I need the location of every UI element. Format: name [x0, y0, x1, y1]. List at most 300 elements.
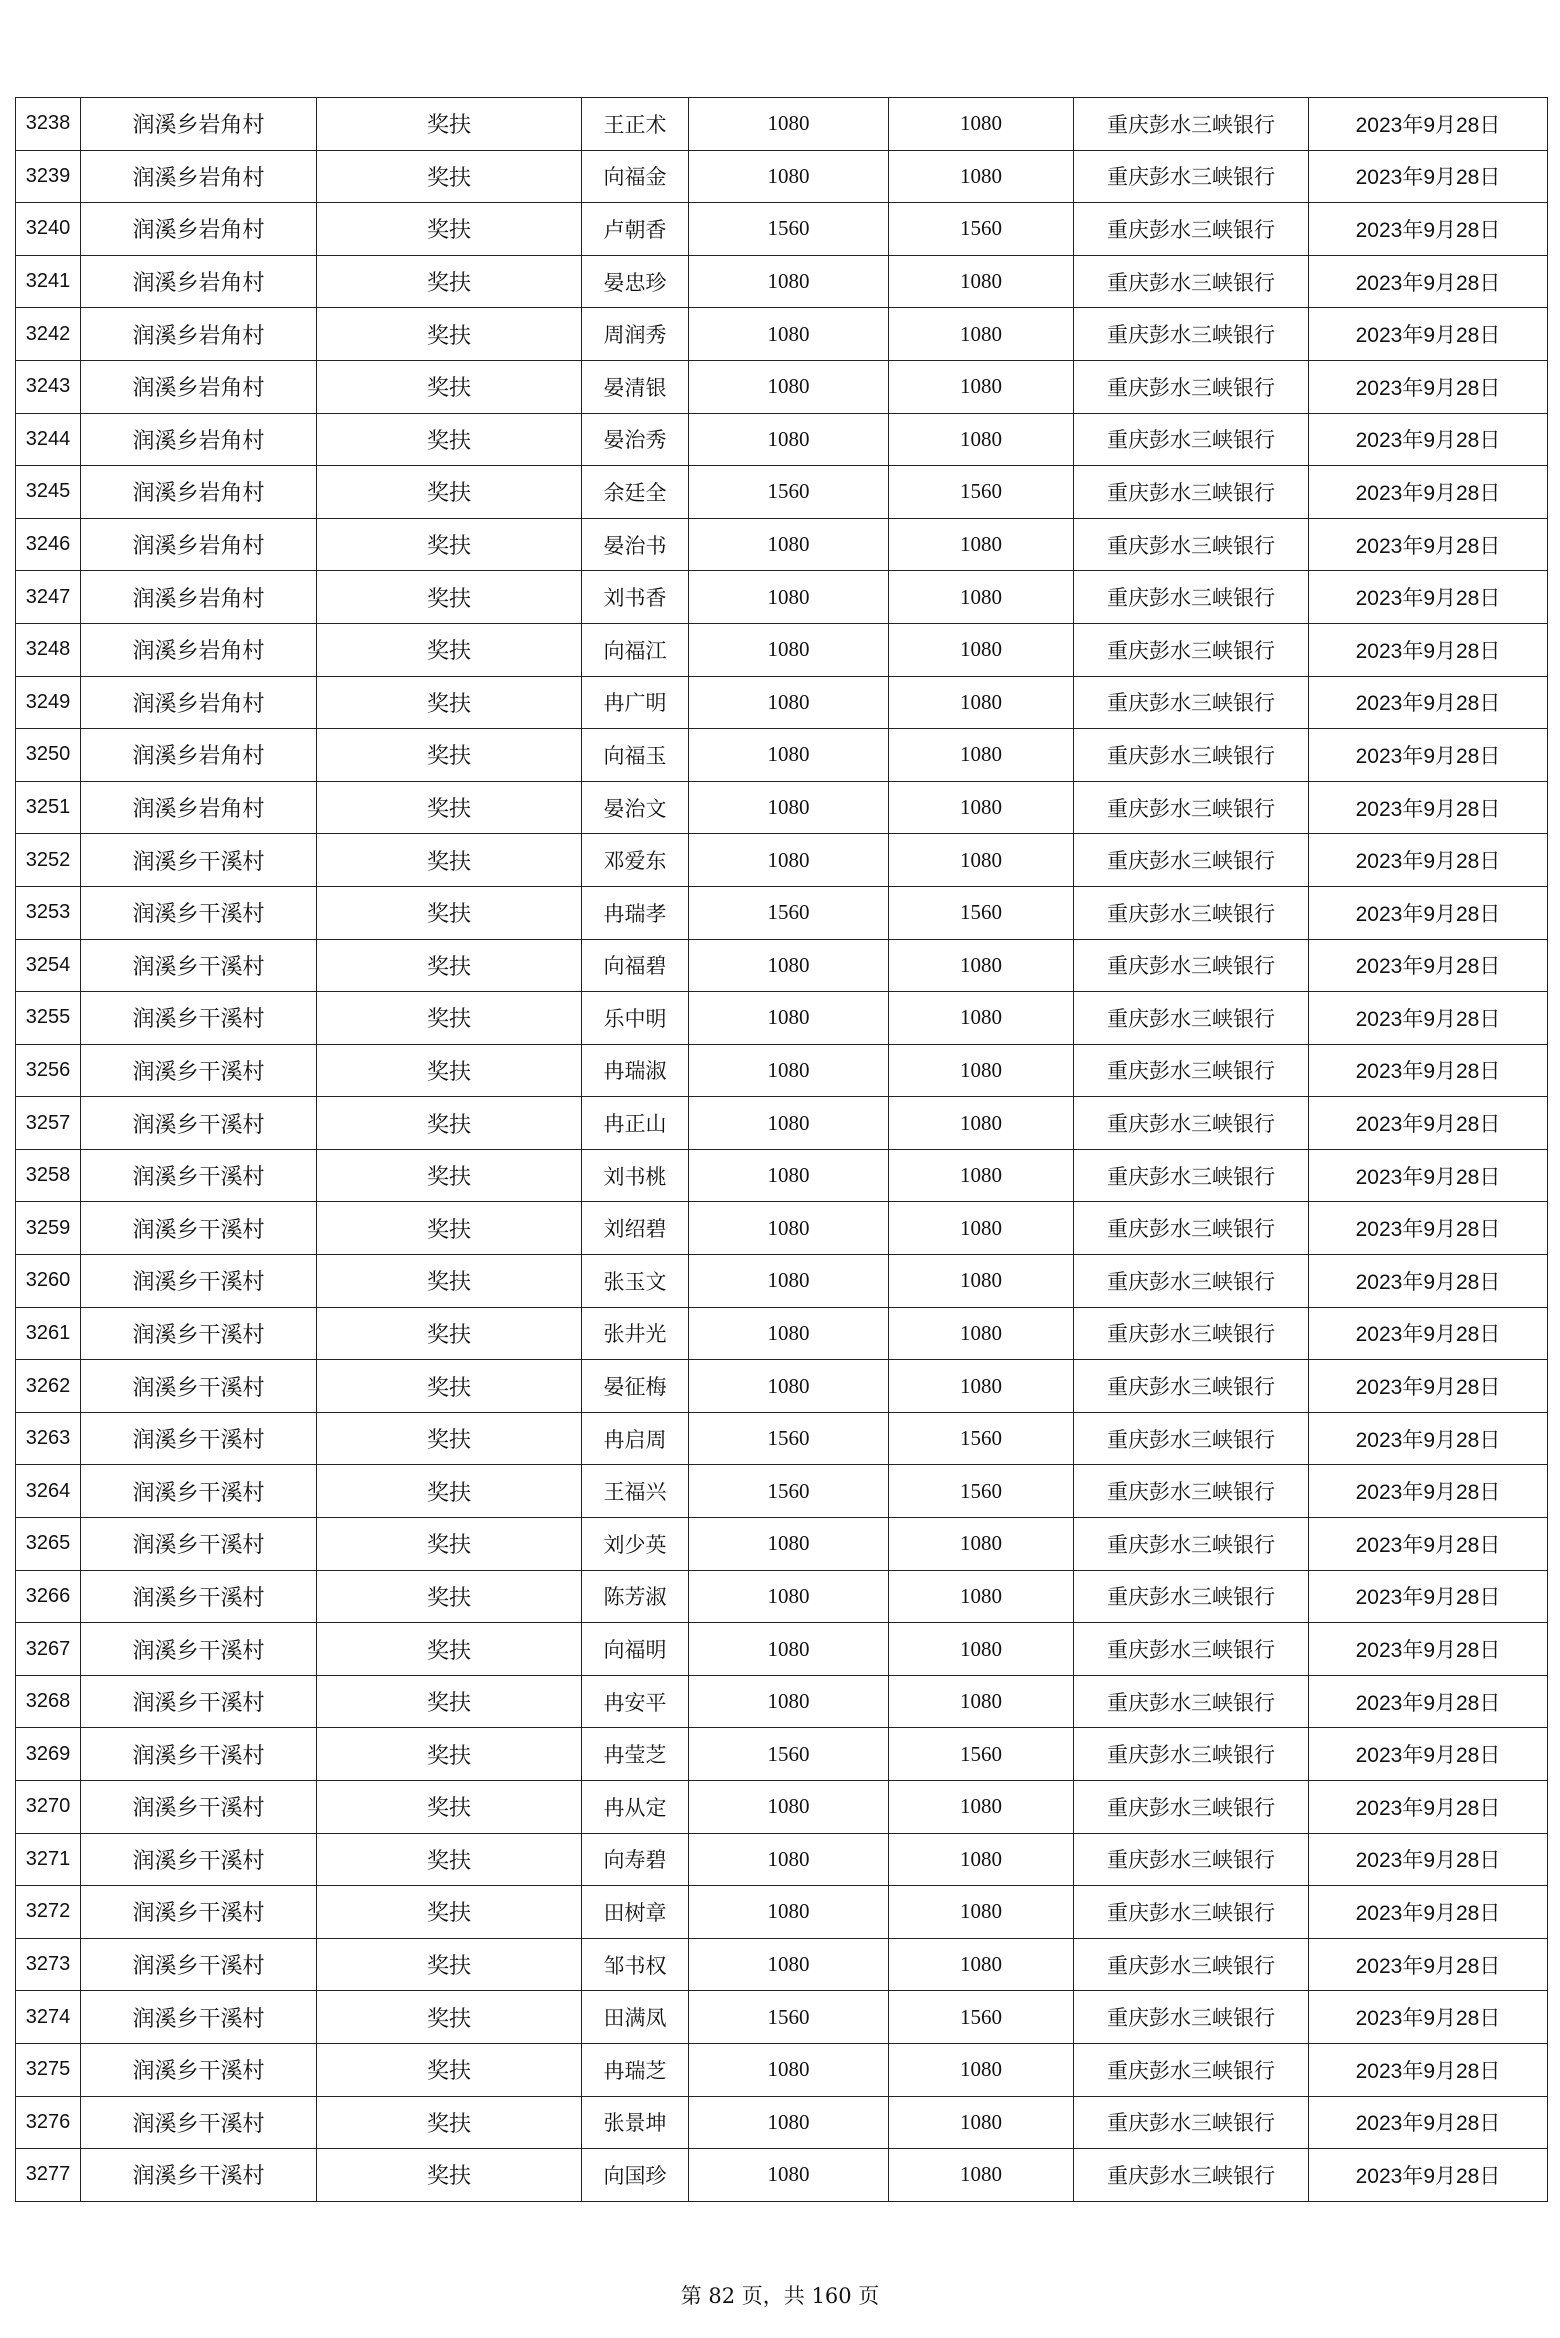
table-row: [16, 360, 1548, 413]
recipient-name-cell: 王福兴: [582, 1465, 689, 1518]
paid-amount-cell: 1080: [889, 992, 1074, 1045]
table-row: [16, 781, 1548, 834]
subsidy-type-cell: 奖扶: [317, 1097, 582, 1150]
subsidy-type-cell: 奖扶: [317, 1675, 582, 1728]
village-name-cell: 润溪乡干溪村: [81, 1570, 317, 1623]
standard-amount-cell: 1080: [689, 518, 889, 571]
village-name-cell: 润溪乡干溪村: [81, 1728, 317, 1781]
table-row: [16, 834, 1548, 887]
village-name-cell: 润溪乡岩角村: [81, 308, 317, 361]
recipient-name-cell: 冉瑞淑: [582, 1044, 689, 1097]
table-row: [16, 2096, 1548, 2149]
paid-amount-cell: 1560: [889, 886, 1074, 939]
village-name-cell: 润溪乡干溪村: [81, 1360, 317, 1413]
subsidy-type-cell: 奖扶: [317, 1412, 582, 1465]
paid-amount-cell: 1080: [889, 2043, 1074, 2096]
recipient-name-cell: 张玉文: [582, 1255, 689, 1308]
recipient-name-cell: 晏治文: [582, 781, 689, 834]
payment-date-cell: 2023年9月28日: [1309, 1255, 1548, 1308]
table-row: [16, 2043, 1548, 2096]
bank-name-cell: 重庆彭水三峡银行: [1074, 1991, 1309, 2044]
bank-name-cell: 重庆彭水三峡银行: [1074, 1360, 1309, 1413]
subsidy-type-cell: 奖扶: [317, 1149, 582, 1202]
subsidy-type-cell: 奖扶: [317, 1044, 582, 1097]
payment-date-cell: 2023年9月28日: [1309, 781, 1548, 834]
village-name-cell: 润溪乡岩角村: [81, 98, 317, 151]
village-name-cell: 润溪乡岩角村: [81, 255, 317, 308]
subsidy-type-cell: 奖扶: [317, 623, 582, 676]
standard-amount-cell: 1080: [689, 939, 889, 992]
recipient-name-cell: 冉正山: [582, 1097, 689, 1150]
standard-amount-cell: 1080: [689, 781, 889, 834]
subsidy-type-cell: 奖扶: [317, 2096, 582, 2149]
standard-amount-cell: 1080: [689, 1938, 889, 1991]
subsidy-type-cell: 奖扶: [317, 150, 582, 203]
village-name-cell: 润溪乡干溪村: [81, 2149, 317, 2202]
village-name-cell: 润溪乡干溪村: [81, 1833, 317, 1886]
record-number-cell: 3240: [16, 203, 81, 256]
payment-date-cell: 2023年9月28日: [1309, 729, 1548, 782]
payment-date-cell: 2023年9月28日: [1309, 1728, 1548, 1781]
standard-amount-cell: 1080: [689, 992, 889, 1045]
record-number-cell: 3264: [16, 1465, 81, 1518]
village-name-cell: 润溪乡岩角村: [81, 571, 317, 624]
bank-name-cell: 重庆彭水三峡银行: [1074, 360, 1309, 413]
village-name-cell: 润溪乡干溪村: [81, 1675, 317, 1728]
table-row: [16, 1570, 1548, 1623]
bank-name-cell: 重庆彭水三峡银行: [1074, 623, 1309, 676]
subsidy-type-cell: 奖扶: [317, 1518, 582, 1571]
standard-amount-cell: 1080: [689, 98, 889, 151]
record-number-cell: 3263: [16, 1412, 81, 1465]
subsidy-type-cell: 奖扶: [317, 308, 582, 361]
standard-amount-cell: 1080: [689, 1886, 889, 1939]
roster-body: [16, 98, 1548, 2202]
paid-amount-cell: 1080: [889, 676, 1074, 729]
subsidy-type-cell: 奖扶: [317, 1623, 582, 1676]
standard-amount-cell: 1080: [689, 1149, 889, 1202]
table-row: [16, 1518, 1548, 1571]
payment-date-cell: 2023年9月28日: [1309, 623, 1548, 676]
record-number-cell: 3238: [16, 98, 81, 151]
payment-date-cell: 2023年9月28日: [1309, 1991, 1548, 2044]
bank-name-cell: 重庆彭水三峡银行: [1074, 571, 1309, 624]
record-number-cell: 3249: [16, 676, 81, 729]
bank-name-cell: 重庆彭水三峡银行: [1074, 308, 1309, 361]
table-row: [16, 571, 1548, 624]
paid-amount-cell: 1080: [889, 360, 1074, 413]
payment-date-cell: 2023年9月28日: [1309, 1149, 1548, 1202]
paid-amount-cell: 1560: [889, 203, 1074, 256]
village-name-cell: 润溪乡干溪村: [81, 2043, 317, 2096]
recipient-name-cell: 向国珍: [582, 2149, 689, 2202]
subsidy-type-cell: 奖扶: [317, 886, 582, 939]
standard-amount-cell: 1560: [689, 1412, 889, 1465]
payment-date-cell: 2023年9月28日: [1309, 1886, 1548, 1939]
payment-date-cell: 2023年9月28日: [1309, 518, 1548, 571]
standard-amount-cell: 1080: [689, 255, 889, 308]
standard-amount-cell: 1080: [689, 2043, 889, 2096]
standard-amount-cell: 1080: [689, 1623, 889, 1676]
table-row: [16, 2149, 1548, 2202]
payment-date-cell: 2023年9月28日: [1309, 676, 1548, 729]
standard-amount-cell: 1080: [689, 623, 889, 676]
record-number-cell: 3266: [16, 1570, 81, 1623]
village-name-cell: 润溪乡干溪村: [81, 1886, 317, 1939]
table-row: [16, 308, 1548, 361]
subsidy-type-cell: 奖扶: [317, 360, 582, 413]
standard-amount-cell: 1080: [689, 729, 889, 782]
record-number-cell: 3260: [16, 1255, 81, 1308]
subsidy-type-cell: 奖扶: [317, 2043, 582, 2096]
table-row: [16, 98, 1548, 151]
subsidy-type-cell: 奖扶: [317, 1202, 582, 1255]
subsidy-type-cell: 奖扶: [317, 466, 582, 519]
recipient-name-cell: 周润秀: [582, 308, 689, 361]
village-name-cell: 润溪乡干溪村: [81, 834, 317, 887]
recipient-name-cell: 邹书权: [582, 1938, 689, 1991]
paid-amount-cell: 1080: [889, 834, 1074, 887]
standard-amount-cell: 1080: [689, 1570, 889, 1623]
village-name-cell: 润溪乡干溪村: [81, 1938, 317, 1991]
payment-date-cell: 2023年9月28日: [1309, 1202, 1548, 1255]
paid-amount-cell: 1080: [889, 1886, 1074, 1939]
bank-name-cell: 重庆彭水三峡银行: [1074, 2043, 1309, 2096]
table-row: [16, 413, 1548, 466]
village-name-cell: 润溪乡岩角村: [81, 729, 317, 782]
record-number-cell: 3256: [16, 1044, 81, 1097]
standard-amount-cell: 1080: [689, 413, 889, 466]
bank-name-cell: 重庆彭水三峡银行: [1074, 1886, 1309, 1939]
paid-amount-cell: 1080: [889, 1097, 1074, 1150]
recipient-name-cell: 晏忠珍: [582, 255, 689, 308]
standard-amount-cell: 1080: [689, 1255, 889, 1308]
record-number-cell: 3265: [16, 1518, 81, 1571]
subsidy-type-cell: 奖扶: [317, 1255, 582, 1308]
standard-amount-cell: 1080: [689, 1097, 889, 1150]
record-number-cell: 3275: [16, 2043, 81, 2096]
payment-date-cell: 2023年9月28日: [1309, 1675, 1548, 1728]
table-row: [16, 1781, 1548, 1834]
table-row: [16, 255, 1548, 308]
village-name-cell: 润溪乡干溪村: [81, 1202, 317, 1255]
subsidy-type-cell: 奖扶: [317, 781, 582, 834]
standard-amount-cell: 1080: [689, 360, 889, 413]
subsidy-roster-table: [15, 97, 1548, 2202]
record-number-cell: 3239: [16, 150, 81, 203]
village-name-cell: 润溪乡干溪村: [81, 1623, 317, 1676]
paid-amount-cell: 1080: [889, 1149, 1074, 1202]
bank-name-cell: 重庆彭水三峡银行: [1074, 1728, 1309, 1781]
payment-date-cell: 2023年9月28日: [1309, 834, 1548, 887]
payment-date-cell: 2023年9月28日: [1309, 360, 1548, 413]
payment-date-cell: 2023年9月28日: [1309, 1412, 1548, 1465]
recipient-name-cell: 冉瑞芝: [582, 2043, 689, 2096]
record-number-cell: 3245: [16, 466, 81, 519]
village-name-cell: 润溪乡岩角村: [81, 676, 317, 729]
village-name-cell: 润溪乡干溪村: [81, 1465, 317, 1518]
bank-name-cell: 重庆彭水三峡银行: [1074, 1149, 1309, 1202]
bank-name-cell: 重庆彭水三峡银行: [1074, 1097, 1309, 1150]
standard-amount-cell: 1080: [689, 1202, 889, 1255]
bank-name-cell: 重庆彭水三峡银行: [1074, 1518, 1309, 1571]
subsidy-type-cell: 奖扶: [317, 1728, 582, 1781]
recipient-name-cell: 余廷全: [582, 466, 689, 519]
paid-amount-cell: 1080: [889, 1307, 1074, 1360]
payment-date-cell: 2023年9月28日: [1309, 992, 1548, 1045]
record-number-cell: 3269: [16, 1728, 81, 1781]
record-number-cell: 3276: [16, 2096, 81, 2149]
village-name-cell: 润溪乡岩角村: [81, 150, 317, 203]
payment-date-cell: 2023年9月28日: [1309, 2043, 1548, 2096]
payment-date-cell: 2023年9月28日: [1309, 150, 1548, 203]
recipient-name-cell: 晏治书: [582, 518, 689, 571]
recipient-name-cell: 晏征梅: [582, 1360, 689, 1413]
record-number-cell: 3259: [16, 1202, 81, 1255]
record-number-cell: 3277: [16, 2149, 81, 2202]
subsidy-type-cell: 奖扶: [317, 2149, 582, 2202]
subsidy-type-cell: 奖扶: [317, 1991, 582, 2044]
table-row: [16, 1044, 1548, 1097]
village-name-cell: 润溪乡岩角村: [81, 623, 317, 676]
standard-amount-cell: 1080: [689, 2096, 889, 2149]
standard-amount-cell: 1560: [689, 203, 889, 256]
payment-date-cell: 2023年9月28日: [1309, 1518, 1548, 1571]
subsidy-type-cell: 奖扶: [317, 834, 582, 887]
recipient-name-cell: 向寿碧: [582, 1833, 689, 1886]
recipient-name-cell: 刘少英: [582, 1518, 689, 1571]
payment-date-cell: 2023年9月28日: [1309, 1833, 1548, 1886]
subsidy-type-cell: 奖扶: [317, 1938, 582, 1991]
village-name-cell: 润溪乡干溪村: [81, 1991, 317, 2044]
table-row: [16, 992, 1548, 1045]
payment-date-cell: 2023年9月28日: [1309, 203, 1548, 256]
paid-amount-cell: 1080: [889, 1202, 1074, 1255]
recipient-name-cell: 冉从定: [582, 1781, 689, 1834]
paid-amount-cell: 1080: [889, 623, 1074, 676]
record-number-cell: 3247: [16, 571, 81, 624]
table-row: [16, 1202, 1548, 1255]
table-row: [16, 1465, 1548, 1518]
bank-name-cell: 重庆彭水三峡银行: [1074, 781, 1309, 834]
recipient-name-cell: 刘绍碧: [582, 1202, 689, 1255]
record-number-cell: 3253: [16, 886, 81, 939]
recipient-name-cell: 刘书香: [582, 571, 689, 624]
subsidy-type-cell: 奖扶: [317, 1570, 582, 1623]
record-number-cell: 3246: [16, 518, 81, 571]
subsidy-type-cell: 奖扶: [317, 1886, 582, 1939]
subsidy-type-cell: 奖扶: [317, 98, 582, 151]
table-row: [16, 1623, 1548, 1676]
table-row: [16, 1097, 1548, 1150]
standard-amount-cell: 1080: [689, 571, 889, 624]
paid-amount-cell: 1080: [889, 98, 1074, 151]
subsidy-type-cell: 奖扶: [317, 518, 582, 571]
recipient-name-cell: 田树章: [582, 1886, 689, 1939]
recipient-name-cell: 王正术: [582, 98, 689, 151]
table-row: [16, 1412, 1548, 1465]
standard-amount-cell: 1080: [689, 1833, 889, 1886]
paid-amount-cell: 1080: [889, 1938, 1074, 1991]
subsidy-type-cell: 奖扶: [317, 1307, 582, 1360]
standard-amount-cell: 1080: [689, 308, 889, 361]
payment-date-cell: 2023年9月28日: [1309, 98, 1548, 151]
payment-date-cell: 2023年9月28日: [1309, 1938, 1548, 1991]
recipient-name-cell: 向福金: [582, 150, 689, 203]
bank-name-cell: 重庆彭水三峡银行: [1074, 1623, 1309, 1676]
standard-amount-cell: 1560: [689, 886, 889, 939]
payment-date-cell: 2023年9月28日: [1309, 1623, 1548, 1676]
paid-amount-cell: 1080: [889, 518, 1074, 571]
recipient-name-cell: 刘书桃: [582, 1149, 689, 1202]
subsidy-type-cell: 奖扶: [317, 1360, 582, 1413]
village-name-cell: 润溪乡岩角村: [81, 203, 317, 256]
payment-date-cell: 2023年9月28日: [1309, 571, 1548, 624]
record-number-cell: 3257: [16, 1097, 81, 1150]
paid-amount-cell: 1080: [889, 1255, 1074, 1308]
paid-amount-cell: 1080: [889, 781, 1074, 834]
record-number-cell: 3268: [16, 1675, 81, 1728]
village-name-cell: 润溪乡干溪村: [81, 1781, 317, 1834]
record-number-cell: 3261: [16, 1307, 81, 1360]
bank-name-cell: 重庆彭水三峡银行: [1074, 939, 1309, 992]
bank-name-cell: 重庆彭水三峡银行: [1074, 413, 1309, 466]
record-number-cell: 3244: [16, 413, 81, 466]
paid-amount-cell: 1560: [889, 1728, 1074, 1781]
paid-amount-cell: 1080: [889, 308, 1074, 361]
table-row: [16, 1886, 1548, 1939]
recipient-name-cell: 田满凤: [582, 1991, 689, 2044]
standard-amount-cell: 1560: [689, 466, 889, 519]
record-number-cell: 3255: [16, 992, 81, 1045]
standard-amount-cell: 1560: [689, 1465, 889, 1518]
record-number-cell: 3270: [16, 1781, 81, 1834]
village-name-cell: 润溪乡干溪村: [81, 939, 317, 992]
paid-amount-cell: 1080: [889, 150, 1074, 203]
bank-name-cell: 重庆彭水三峡银行: [1074, 98, 1309, 151]
table-row: [16, 466, 1548, 519]
table-row: [16, 623, 1548, 676]
paid-amount-cell: 1560: [889, 466, 1074, 519]
bank-name-cell: 重庆彭水三峡银行: [1074, 1307, 1309, 1360]
paid-amount-cell: 1080: [889, 1360, 1074, 1413]
record-number-cell: 3251: [16, 781, 81, 834]
paid-amount-cell: 1080: [889, 1833, 1074, 1886]
recipient-name-cell: 向福玉: [582, 729, 689, 782]
bank-name-cell: 重庆彭水三峡银行: [1074, 1833, 1309, 1886]
record-number-cell: 3258: [16, 1149, 81, 1202]
standard-amount-cell: 1080: [689, 676, 889, 729]
paid-amount-cell: 1080: [889, 729, 1074, 782]
bank-name-cell: 重庆彭水三峡银行: [1074, 834, 1309, 887]
bank-name-cell: 重庆彭水三峡银行: [1074, 1781, 1309, 1834]
village-name-cell: 润溪乡岩角村: [81, 518, 317, 571]
bank-name-cell: 重庆彭水三峡银行: [1074, 1412, 1309, 1465]
paid-amount-cell: 1080: [889, 255, 1074, 308]
bank-name-cell: 重庆彭水三峡银行: [1074, 1044, 1309, 1097]
subsidy-type-cell: 奖扶: [317, 1833, 582, 1886]
table-row: [16, 1728, 1548, 1781]
record-number-cell: 3274: [16, 1991, 81, 2044]
bank-name-cell: 重庆彭水三峡银行: [1074, 2149, 1309, 2202]
record-number-cell: 3272: [16, 1886, 81, 1939]
standard-amount-cell: 1080: [689, 1518, 889, 1571]
standard-amount-cell: 1080: [689, 1360, 889, 1413]
paid-amount-cell: 1080: [889, 939, 1074, 992]
table-row: [16, 1833, 1548, 1886]
subsidy-type-cell: 奖扶: [317, 729, 582, 782]
recipient-name-cell: 乐中明: [582, 992, 689, 1045]
village-name-cell: 润溪乡岩角村: [81, 466, 317, 519]
bank-name-cell: 重庆彭水三峡银行: [1074, 255, 1309, 308]
recipient-name-cell: 张景坤: [582, 2096, 689, 2149]
payment-date-cell: 2023年9月28日: [1309, 1307, 1548, 1360]
paid-amount-cell: 1080: [889, 2149, 1074, 2202]
payment-date-cell: 2023年9月28日: [1309, 255, 1548, 308]
record-number-cell: 3248: [16, 623, 81, 676]
record-number-cell: 3262: [16, 1360, 81, 1413]
village-name-cell: 润溪乡岩角村: [81, 360, 317, 413]
village-name-cell: 润溪乡岩角村: [81, 781, 317, 834]
bank-name-cell: 重庆彭水三峡银行: [1074, 1570, 1309, 1623]
table-row: [16, 1255, 1548, 1308]
payment-date-cell: 2023年9月28日: [1309, 1465, 1548, 1518]
bank-name-cell: 重庆彭水三峡银行: [1074, 518, 1309, 571]
village-name-cell: 润溪乡干溪村: [81, 1149, 317, 1202]
recipient-name-cell: 张井光: [582, 1307, 689, 1360]
payment-date-cell: 2023年9月28日: [1309, 939, 1548, 992]
recipient-name-cell: 冉瑞孝: [582, 886, 689, 939]
village-name-cell: 润溪乡干溪村: [81, 2096, 317, 2149]
record-number-cell: 3254: [16, 939, 81, 992]
paid-amount-cell: 1080: [889, 1675, 1074, 1728]
paid-amount-cell: 1080: [889, 1781, 1074, 1834]
subsidy-type-cell: 奖扶: [317, 676, 582, 729]
payment-date-cell: 2023年9月28日: [1309, 1044, 1548, 1097]
recipient-name-cell: 向福明: [582, 1623, 689, 1676]
village-name-cell: 润溪乡干溪村: [81, 1044, 317, 1097]
standard-amount-cell: 1080: [689, 1044, 889, 1097]
recipient-name-cell: 晏清银: [582, 360, 689, 413]
table-row: [16, 939, 1548, 992]
table-row: [16, 518, 1548, 571]
paid-amount-cell: 1560: [889, 1412, 1074, 1465]
page-footer: 第 82 页，共 160 页: [680, 2284, 880, 2308]
subsidy-type-cell: 奖扶: [317, 939, 582, 992]
table-row: [16, 1149, 1548, 1202]
paid-amount-cell: 1560: [889, 1991, 1074, 2044]
village-name-cell: 润溪乡干溪村: [81, 1307, 317, 1360]
record-number-cell: 3271: [16, 1833, 81, 1886]
bank-name-cell: 重庆彭水三峡银行: [1074, 150, 1309, 203]
bank-name-cell: 重庆彭水三峡银行: [1074, 729, 1309, 782]
bank-name-cell: 重庆彭水三峡银行: [1074, 676, 1309, 729]
subsidy-type-cell: 奖扶: [317, 203, 582, 256]
payment-date-cell: 2023年9月28日: [1309, 2096, 1548, 2149]
table-row: [16, 1307, 1548, 1360]
standard-amount-cell: 1080: [689, 150, 889, 203]
bank-name-cell: 重庆彭水三峡银行: [1074, 886, 1309, 939]
village-name-cell: 润溪乡干溪村: [81, 1097, 317, 1150]
standard-amount-cell: 1560: [689, 1728, 889, 1781]
standard-amount-cell: 1080: [689, 1307, 889, 1360]
subsidy-type-cell: 奖扶: [317, 1781, 582, 1834]
payment-date-cell: 2023年9月28日: [1309, 466, 1548, 519]
payment-date-cell: 2023年9月28日: [1309, 1781, 1548, 1834]
subsidy-type-cell: 奖扶: [317, 571, 582, 624]
paid-amount-cell: 1080: [889, 1044, 1074, 1097]
standard-amount-cell: 1080: [689, 2149, 889, 2202]
